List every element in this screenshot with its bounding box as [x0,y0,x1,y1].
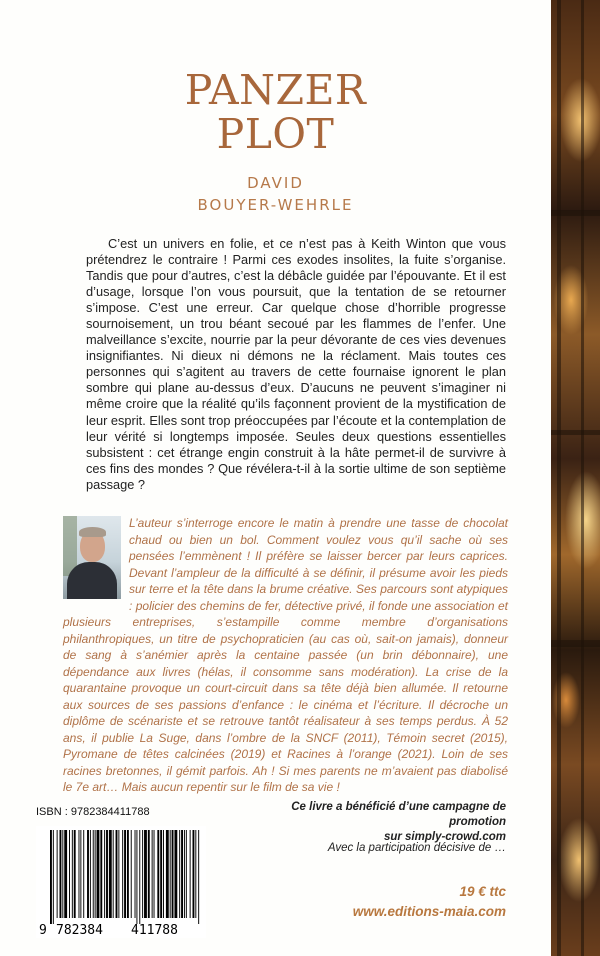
barcode-digits-right: 411788 [131,923,178,938]
barcode-bar [87,830,89,918]
barcode-bar [62,830,63,918]
author-photo [63,516,121,599]
barcode-bar [166,830,169,918]
barcode-bar [184,830,185,918]
photo-jacket [67,562,117,599]
barcode-bar [157,830,159,918]
barcode-bar [69,830,70,918]
barcode-bar [109,830,112,918]
barcode-bar [195,830,196,918]
title-line-1: PANZER [184,66,367,114]
promotion-line-1: Ce livre a bénéficié d’une campagne de promotion [291,801,506,828]
barcode-bar [80,830,81,918]
barcode-bar [100,830,102,918]
barcode-bar [50,830,52,924]
spine-stripe [557,0,561,956]
author-bio [63,515,508,796]
barcode-bar [198,830,199,924]
spine-band [551,640,600,647]
barcode-bar [90,830,91,918]
barcode-bar [193,830,195,918]
barcode-graphic [36,826,206,938]
author-name [0,172,551,216]
barcode-bar [95,830,96,918]
barcode-bar [174,830,177,918]
barcode-bar [136,830,137,924]
barcode-bar [172,830,174,918]
barcode-bar [93,830,94,918]
barcode-bar [79,830,80,918]
price: 19 € ttc [459,884,506,899]
barcode-bar [64,830,67,918]
barcode-bar [190,830,191,918]
barcode-bar [148,830,150,918]
barcode-bars [50,830,199,924]
barcode-bar [72,830,73,918]
barcode-digits-left: 782384 [56,923,103,938]
barcode-bar [122,830,123,918]
barcode-bar [60,830,62,918]
barcode-bar [57,830,58,918]
barcode-bar [97,830,100,918]
front-cover-edge-image [551,0,600,956]
barcode-bar [179,830,180,918]
spine-stripe [581,0,584,956]
barcode-bar [160,830,162,918]
spine-band [551,430,600,435]
author-line-2: BOUYER-WEHRLE [197,196,354,214]
barcode-bar [142,830,143,918]
barcode-bar [154,830,155,918]
barcode-bar [139,830,140,924]
barcode-bar [131,830,132,918]
barcode-digit-lead: 9 [39,923,47,938]
barcode-bar [113,830,114,918]
barcode-bar [170,830,171,918]
book-title [0,68,551,156]
barcode-bar [186,830,187,918]
title-line-2: PLOT [216,110,335,158]
isbn-barcode [36,826,206,938]
barcode-bar [106,830,108,918]
barcode-bar [83,830,84,918]
barcode-bar [135,830,136,918]
barcode-bar [181,830,183,918]
barcode-bar [116,830,118,918]
barcode-bar [144,830,147,918]
barcode-bar [53,830,54,924]
barcode-bar [152,830,153,918]
barcode-bar [74,830,76,918]
participation-note: Avec la participation décisive de … [327,842,506,854]
isbn-label: ISBN : 9782384411788 [36,806,150,818]
barcode-bar [104,830,105,918]
photo-hair [79,527,106,537]
barcode-bar [127,830,129,918]
publisher-website: www.editions-maia.com [352,904,506,919]
barcode-bar [163,830,164,918]
promotion-notice [236,800,506,845]
spine-band [551,210,600,216]
author-bio-text: L’auteur s’interroge encore le matin à prendre une tasse de chocolat chaud ou bien un bol. Comment voulez vous qu’il sache où ses pensées l’emmènent ! Il préfère se laisser bercer par leurs caprices. Devant l’ampleur de la difficulté à se définir, il présume avoir les pieds sur terre et la tête dans la brume créative. Ses parcours sont atypiques : policier des chemins de fer, détective privé, il fonde une association et plusieurs entreprises, s’estampille comme membre d’organisations philanthropiques, un titre de psychopraticien (au cas où, sait-on jamais), donneur de sang à s’anémier après la centaine passée (un brin débonnaire), une dépendance aux livres (hélas, il consomme sans modération). La crise de la quarantaine provoque un court-circuit dans sa tête déjà bien allumée. Il retourne aux sources de ses passions d’enfance : le cinéma et l’écriture. Il décroche un diplôme de scénariste et se retrouve tantôt réalisateur à ses temps perdus. À 52 ans, il publie La Suge, dans l’ombre de la SNCF (2011), Témoin secret (2015), Pyromane de têtes calcinées (2019) et Racines à l’orange (2021). Loin de ses racines bretonnes, il gémit parfois. Ah ! Si mes parents ne m’avaient pas diabolisé le 7e art… Mais aucun repentir sur le film de sa vie ! [63,516,508,794]
barcode-bar [118,830,119,918]
barcode-bar [124,830,126,918]
synopsis [86,236,506,493]
promotion-line-2: sur simply-crowd.com [383,831,506,843]
author-line-1: DAVID [247,174,304,192]
synopsis-text: C’est un univers en folie, et ce n’est pas à Keith Winton que vous prétendrez le contraire ! Parmi ces exodes insolites, la fuite s’organise. Tandis que pour d’autres, c’est la débâcle guidée par l’épouvante. Et il est d’usage, lorsque l’on vous poursuit, que la tentation de se retourner s’impose. C’est une erreur. Car quelque chose d’horrible progresse sournoisement, un trou béant secoué par les flammes de l’enfer. Une malveillance s’excite, nourrie par la peur dévorante de ces vies devenues insignifiantes. Ni dieux ni démons ne la réclament. Mais toutes ces personnes qui s’agitent au travers de cette fournaise ignorent le plan sombre qui plane au-dessus d’eux. D’aucuns ne peuvent s’imaginer ni même croire que la réalité qu’ils façonnent provient de la mystification de leur esprit. Elles sont trop préoccupées par l’écoute et la contemplation de leur vérité si longtemps imposée. Seules deux questions essentielles subsistent : cet étrange engin construit à la hâte permet-il de survivre à ces fins des mondes ? Que révélera-t-il à la sortie ultime de son septième passage ? [86,236,506,492]
